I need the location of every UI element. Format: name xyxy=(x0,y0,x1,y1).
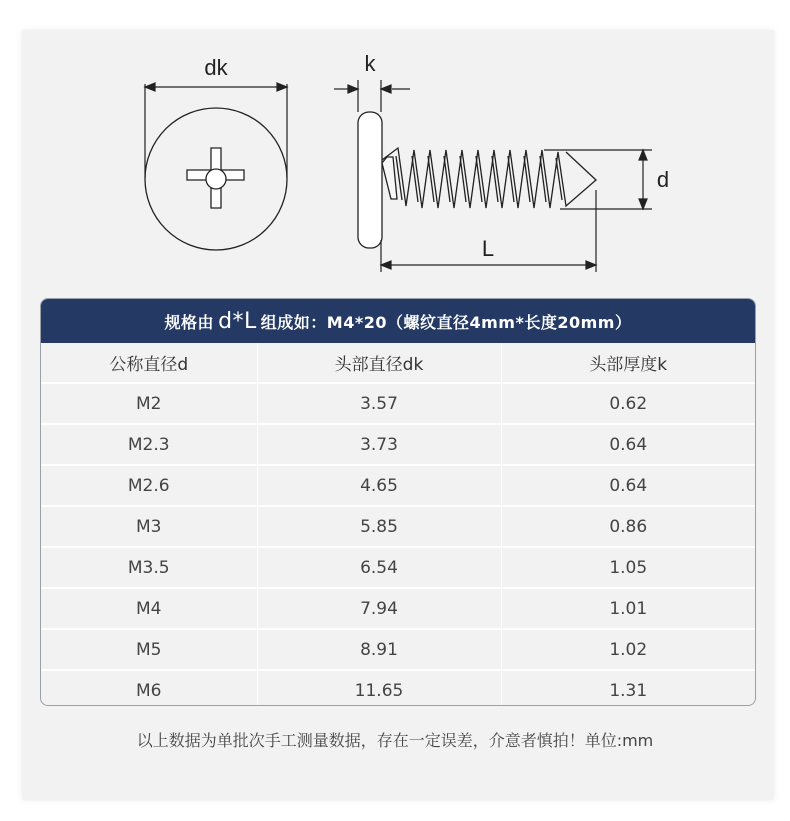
header-nominal-diameter: 公称直径d xyxy=(41,343,257,383)
cell-head-thickness: 0.86 xyxy=(501,506,755,547)
table-row xyxy=(41,424,755,465)
table-row xyxy=(41,588,755,629)
cell-nominal-diameter: M3 xyxy=(41,506,257,547)
cell-nominal-diameter: M2.6 xyxy=(41,465,257,506)
cell-head-thickness: 1.02 xyxy=(501,629,755,670)
screw-diagram xyxy=(0,0,790,300)
screw-side-view xyxy=(358,112,596,248)
d-dimension xyxy=(544,150,652,209)
cell-head-diameter: 3.57 xyxy=(257,383,501,424)
cell-nominal-diameter: M2.3 xyxy=(41,424,257,465)
cell-head-thickness: 0.62 xyxy=(501,383,755,424)
banner-prefix: 规格由 xyxy=(164,312,215,332)
banner-suffix: 组成如：M4*20（螺纹直径4mm*长度20mm） xyxy=(260,312,632,332)
table-row xyxy=(41,506,755,547)
cell-head-diameter: 3.73 xyxy=(257,424,501,465)
cell-head-thickness: 0.64 xyxy=(501,465,755,506)
cell-head-diameter: 6.54 xyxy=(257,547,501,588)
cell-nominal-diameter: M2 xyxy=(41,383,257,424)
dk-label: dk xyxy=(204,55,228,80)
table-header-row xyxy=(41,343,755,383)
table-row xyxy=(41,383,755,424)
header-head-thickness: 头部厚度k xyxy=(501,343,755,383)
cell-head-diameter: 8.91 xyxy=(257,629,501,670)
table-row xyxy=(41,547,755,588)
table-row xyxy=(41,465,755,506)
d-label: d xyxy=(656,167,670,192)
L-label: L xyxy=(481,236,495,261)
cell-head-thickness: 1.31 xyxy=(609,680,648,701)
spec-banner xyxy=(41,299,755,343)
measurement-disclaimer: 以上数据为单批次手工测量数据，存在一定误差，介意者慎拍！单位:mm xyxy=(136,731,654,750)
table-row xyxy=(41,670,755,706)
screw-head-top-view xyxy=(145,108,287,250)
cell-head-diameter: 5.85 xyxy=(257,506,501,547)
spec-table-container xyxy=(40,298,756,706)
header-head-diameter: 头部直径dk xyxy=(257,343,501,383)
k-label: k xyxy=(364,51,376,76)
cell-nominal-diameter: M6 xyxy=(41,670,257,706)
spec-table xyxy=(41,343,755,706)
table-row xyxy=(41,629,755,670)
banner-emphasis: d*L xyxy=(218,308,257,334)
cell-nominal-diameter: M5 xyxy=(41,629,257,670)
k-dimension xyxy=(334,80,410,112)
cell-head-thickness: 1.05 xyxy=(501,547,755,588)
cell-nominal-diameter: M4 xyxy=(41,588,257,629)
cell-head-diameter: 7.94 xyxy=(257,588,501,629)
cell-head-diameter: 11.65 xyxy=(257,670,501,706)
cell-nominal-diameter: M3.5 xyxy=(41,547,257,588)
cell-head-diameter: 4.65 xyxy=(257,465,501,506)
cell-head-thickness: 1.01 xyxy=(501,588,755,629)
cell-head-thickness: 0.64 xyxy=(501,424,755,465)
